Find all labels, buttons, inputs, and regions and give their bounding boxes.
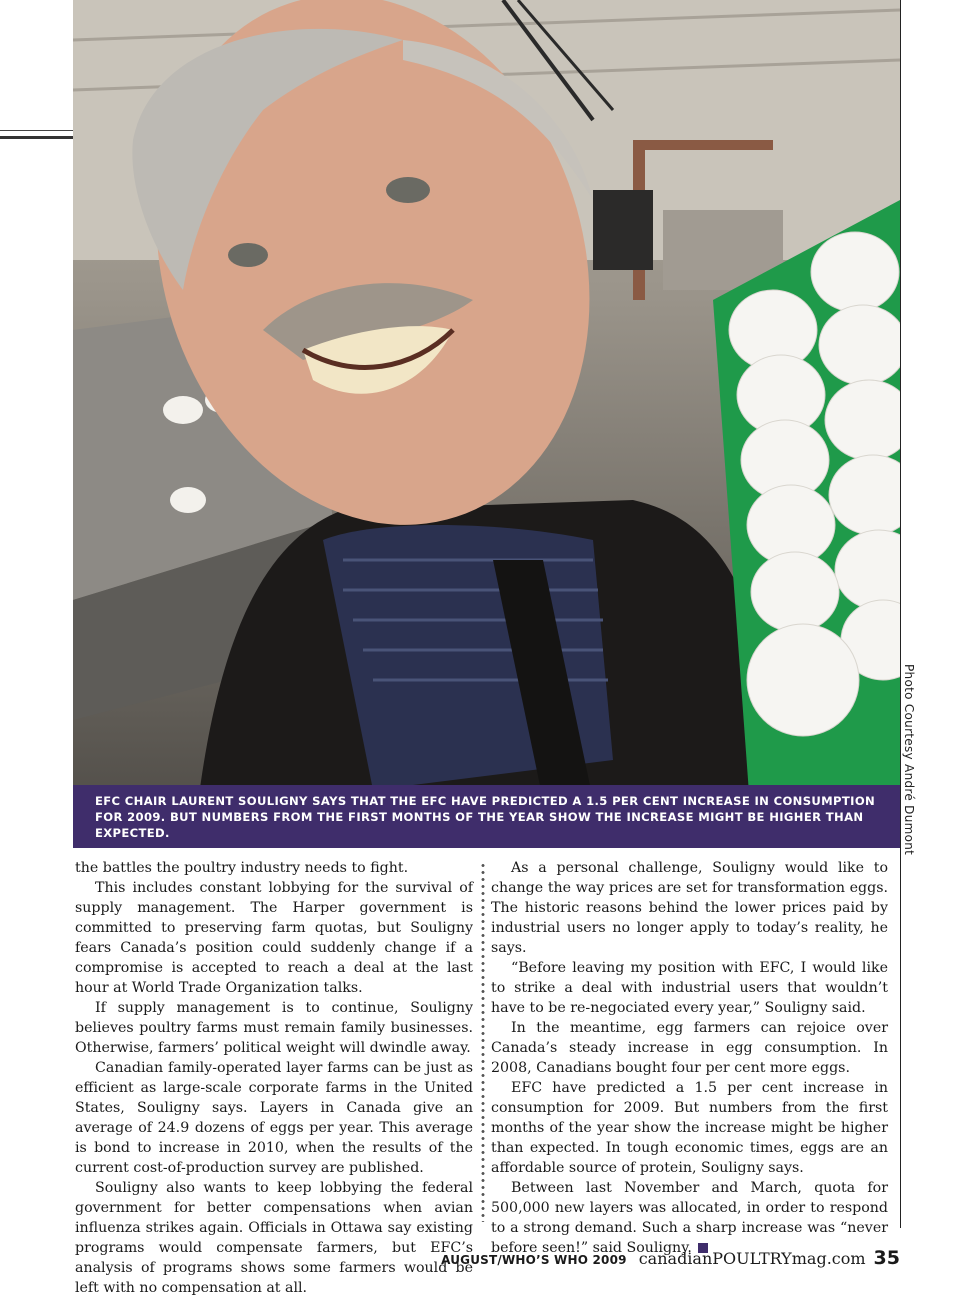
photo-caption: [73, 785, 900, 848]
page-footer: [441, 1247, 900, 1269]
article-column-right: [491, 858, 888, 1258]
photo-caption-text: EFC CHAIR LAURENT SOULIGNY SAYS THAT THE EFC HAVE PREDICTED A 1.5 PER CENT INCREASE IN CONSUMPTION FOR 2009. BUT NUMBERS FROM THE FIRST MONTHS OF THE YEAR SHOW THE INCREASE MIGHT BE HIGHER THAN EXPECTED.: [95, 793, 876, 840]
paragraph: “Before leaving my position with EFC, I would like to strike a deal with industrial users that wouldn’t have to be re-negociated every year,” Souligny said.: [491, 960, 888, 1016]
paragraph-last: [491, 1178, 888, 1258]
paragraph: This includes constant lobbying for the survival of supply management. The Harper government is committed to preserving farm quotas, but Souligny fears Canada’s position could suddenly change if a compromise is accepted to reach a deal at the last hour at World Trade Organization talks.: [75, 880, 473, 996]
margin-rule-thick: [0, 136, 73, 139]
paragraph: As a personal challenge, Souligny would like to change the way prices are set for transformation eggs. The historic reasons behind the lower prices paid by industrial users no longer apply to today’s reality, he says.: [491, 860, 888, 956]
paragraph: the battles the poultry industry needs to fight.: [75, 860, 409, 876]
right-margin-rule: [900, 0, 901, 1228]
page-number: 35: [873, 1247, 900, 1269]
photo-illustration: [73, 0, 900, 848]
article-photo: [73, 0, 900, 848]
column-divider-dotted: [481, 862, 485, 1222]
paragraph: Canadian family-operated layer farms can be just as efficient as large-scale corporate farms in the United States, Souligny says. Layers in Canada give an average of 24.9 dozens of eggs per year. This average is bond to increase in 2010, when the results of the current cost-of-production survey are published.: [75, 1060, 473, 1176]
photo-credit: Photo Courtesy André Dumont: [902, 664, 916, 856]
footer-issue: AUGUST/WHO’S WHO 2009: [441, 1253, 627, 1267]
paragraph-text: Between last November and March, quota for 500,000 new layers was allocated, in order to respond to a strong demand. Such a sharp increase was “never before seen!” said Souligny.: [491, 1180, 888, 1256]
footer-website: canadianPOULTRYmag.com: [638, 1249, 866, 1268]
margin-rule-thin: [0, 130, 73, 131]
paragraph: Souligny also wants to keep lobbying the federal government for better compensations when avian influenza strikes again. Officials in Ottawa say existing programs would compensate farmers, but EFC’s analysis of programs shows some farmers would be left with no compensation at all.: [75, 1180, 473, 1296]
paragraph: In the meantime, egg farmers can rejoice over Canada’s steady increase in egg consumption. In 2008, Canadians bought four per cent more eggs.: [491, 1020, 888, 1076]
paragraph: If supply management is to continue, Souligny believes poultry farms must remain family businesses. Otherwise, farmers’ political weight will dwindle away.: [75, 1000, 473, 1056]
paragraph: EFC have predicted a 1.5 per cent increase in consumption for 2009. But numbers from the first months of the year show the increase might be higher than expected. In tough economic times, eggs are an affordable source of protein, Souligny says.: [491, 1080, 888, 1176]
article-column-left: [75, 858, 473, 1298]
